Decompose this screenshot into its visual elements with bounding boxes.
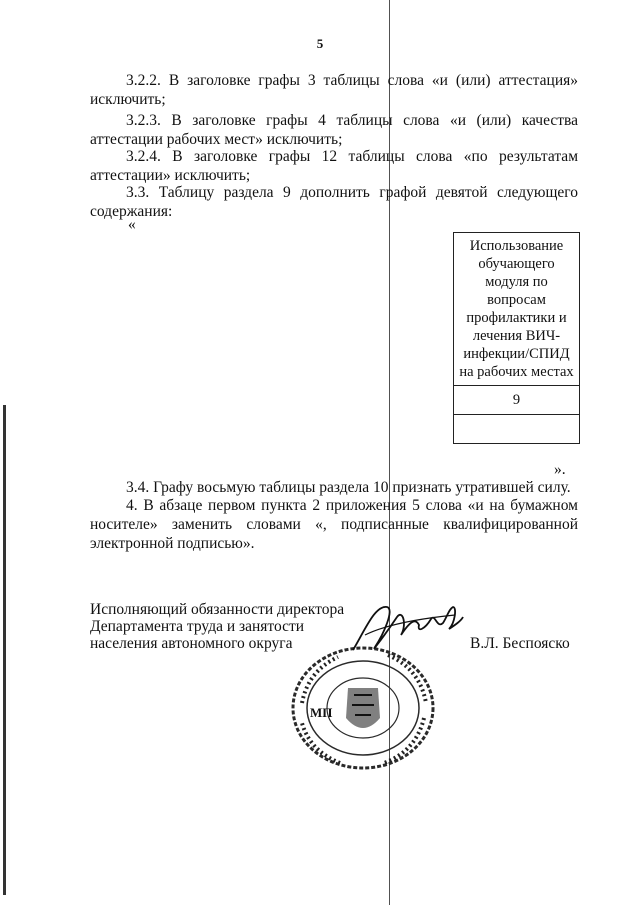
closing-quote: ».: [554, 461, 566, 478]
paragraph-3-2-2: 3.2.2. В заголовке графы 3 таблицы слова «и (или) аттестация» исключить;: [90, 72, 578, 108]
page-number: 5: [316, 36, 324, 51]
official-seal: [288, 643, 438, 773]
handwritten-signature: [345, 595, 465, 660]
signatory-name: В.Л. Беспояско: [470, 635, 570, 652]
paragraph-3-4: 3.4. Графу восьмую таблицы раздела 10 признать утратившей силу.: [126, 479, 571, 496]
scan-edge-mark: [3, 405, 6, 895]
paragraph-4: 4. В абзаце первом пункта 2 приложения 5 слова «и на бумажном носителе» заменить словами «, подписанные квалифицированной электронной подписью».: [90, 497, 578, 552]
position-line-3: населения автономного округа: [90, 635, 293, 652]
paragraph-3-2-3: 3.2.3. В заголовке графы 4 таблицы слова «и (или) качества аттестации рабочих мест» исключить;: [90, 112, 578, 148]
position-line-1: Исполняющий обязанности директора: [90, 601, 345, 618]
opening-quote: «: [128, 216, 136, 233]
paragraph-3-2-4: 3.2.4. В заголовке графы 12 таблицы слова «по результатам аттестации» исключить;: [90, 148, 578, 184]
paragraph-3-3: 3.3. Таблицу раздела 9 дополнить графой девятой следующего содержания:: [90, 184, 578, 220]
table-empty-cell: [454, 415, 580, 444]
position-line-2: Департамента труда и занятости: [90, 618, 305, 635]
added-column-table: [453, 232, 580, 444]
table-header-cell: Использование обучающего модуля по вопросам профилактики и лечения ВИЧ-инфекции/СПИД на рабочих местах: [454, 233, 580, 386]
table-column-number: 9: [454, 386, 580, 415]
seal-mark-text: МП: [310, 705, 333, 720]
